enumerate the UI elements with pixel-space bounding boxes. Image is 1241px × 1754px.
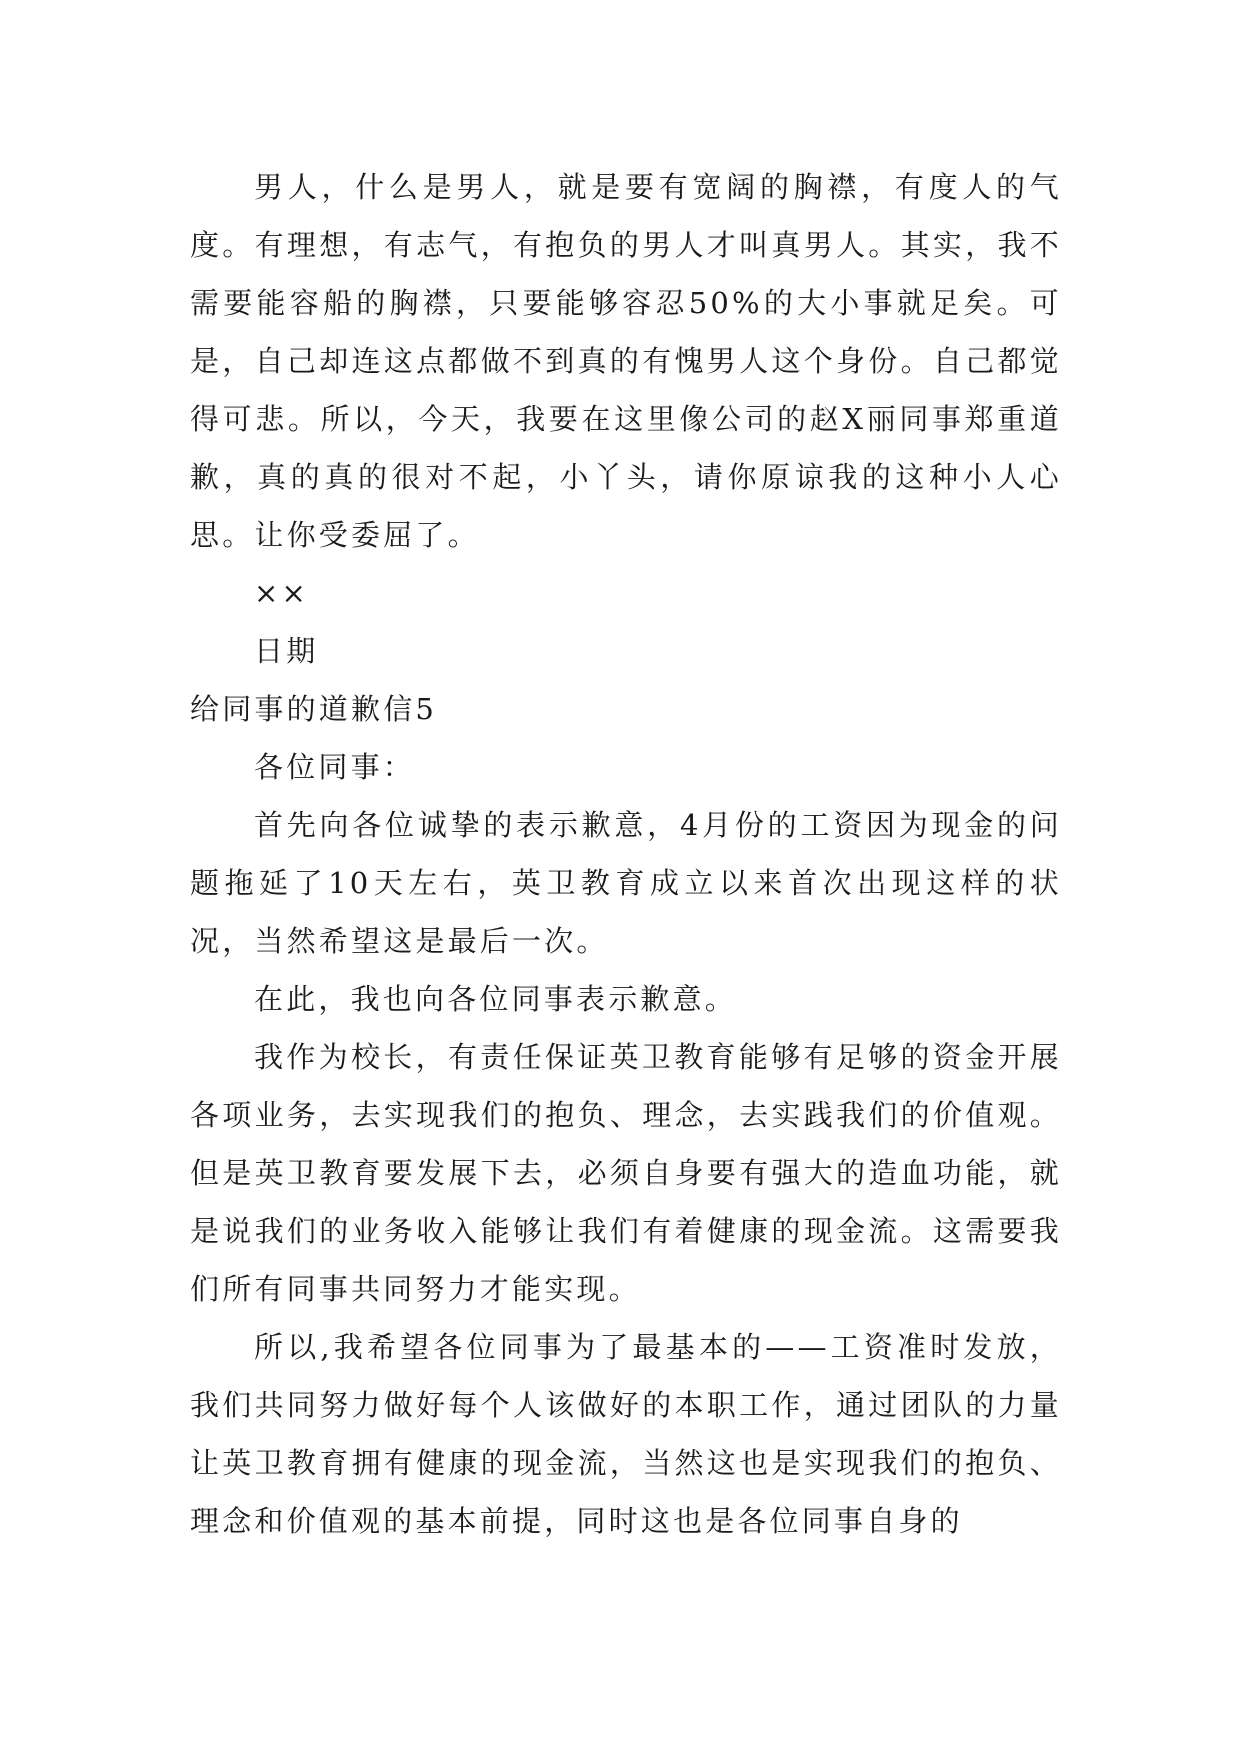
paragraph-apology-salary: 首先向各位诚挚的表示歉意，4月份的工资因为现金的问题拖延了10天左右，英卫教育成立以来首次出现这样的状况，当然希望这是最后一次。 <box>190 808 1062 958</box>
signature-line: ×× <box>254 576 309 610</box>
paragraph-team-effort: 所以,我希望各位同事为了最基本的——工资准时发放，我们共同努力做好每个人该做好的本职工作，通过团队的力量让英卫教育拥有健康的现金流，当然这也是实现我们的抱负、理念和价值观的基本前提，同时这也是各位同事自身的 <box>190 1330 1062 1538</box>
date-line: 日期 <box>254 634 319 668</box>
document-body <box>190 158 1062 1550</box>
salutation-line: 各位同事： <box>254 750 416 784</box>
paragraph-apology-short: 在此，我也向各位同事表示歉意。 <box>254 982 738 1016</box>
paragraph-principal-responsibility: 我作为校长，有责任保证英卫教育能够有足够的资金开展各项业务，去实现我们的抱负、理念，去实践我们的价值观。但是英卫教育要发展下去，必须自身要有强大的造血功能，就是说我们的业务收入能够让我们有着健康的现金流。这需要我们所有同事共同努力才能实现。 <box>190 1040 1062 1306</box>
paragraph-apology-body: 男人，什么是男人，就是要有宽阔的胸襟，有度人的气度。有理想，有志气，有抱负的男人才叫真男人。其实，我不需要能容船的胸襟，只要能够容忍50%的大小事就足矣。可是，自己却连这点都做不到真的有愧男人这个身份。自己都觉得可悲。所以，今天，我要在这里像公司的赵X丽同事郑重道歉，真的真的很对不起，小丫头，请你原谅我的这种小人心思。让你受委屈了。 <box>190 170 1062 552</box>
section-heading: 给同事的道歉信5 <box>190 692 438 726</box>
